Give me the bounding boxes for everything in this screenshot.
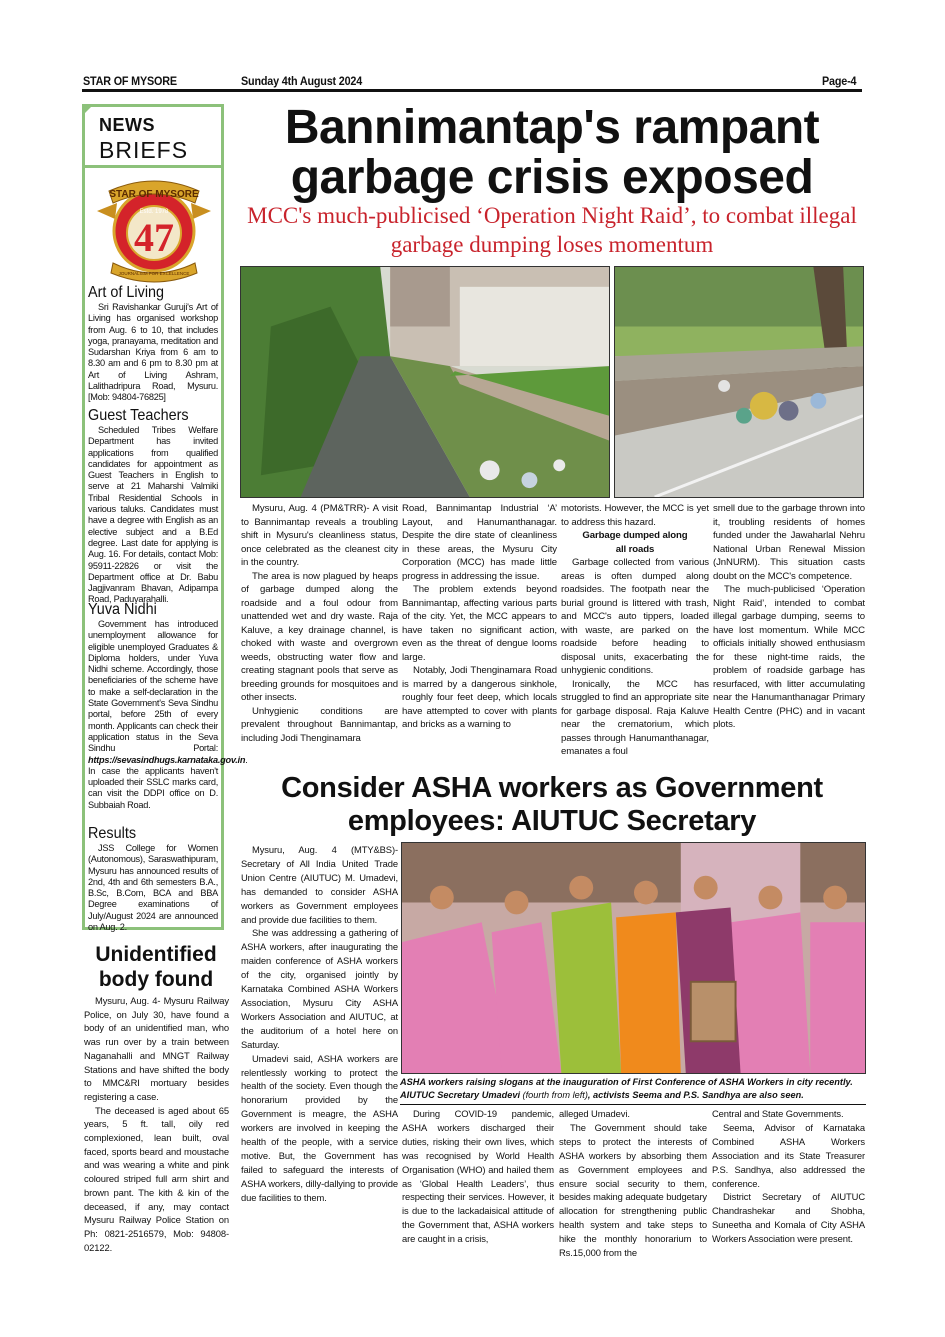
garbage-subheadline: MCC's much-publicised ‘Operation Night Raid’, to combat illegal garbage dumping loses momentum xyxy=(247,203,857,257)
brief-body: Scheduled Tribes Welfare Department has invited applications from qualified candidates for appointment as Guest Teachers in English to serve at 21 Maharshi Valmiki Tribal Residential Schools in various taluks. Candidates must have a degree with English as an elective subject and a B.Ed degree. Last date for applying is Aug. 16. For details, contact Mob: 95911-22826 or visit the Department office at Dr. Babu Jagjivanram Bhavan, Adipampa Road, Paduvarahalli. xyxy=(88,425,218,605)
news-label: NEWS xyxy=(99,115,155,135)
paragraph: Road, Bannimantap Industrial ‘A’ Layout, and Hanumanthanagar. Despite the dire state of cleanliness in these areas, the Mysuru City Corporation (MCC) has made little progress in addressing the issue. xyxy=(402,503,557,582)
paragraph: motorists. However, the MCC is yet to address this hazard. xyxy=(561,503,709,528)
paragraph: The Government should take steps to protect the interests of ASHA workers by absorbing them as Government employees and ensure social security to them, besides making adequate budgetary allocation for strengthening public health system and take steps to hike the monthly honorarium to Rs.15,000 from the xyxy=(559,1121,707,1259)
brief-art-of-living xyxy=(88,284,218,404)
garbage-headline: Bannimantap's rampant garbage crisis exposed xyxy=(284,101,820,204)
asha-photo-caption xyxy=(400,1076,866,1105)
news-briefs-header xyxy=(85,107,221,168)
seva-sindhu-link[interactable]: https://sevasindhugs.karnataka.gov.in xyxy=(88,754,246,765)
brief-body-text: . In case the applicants haven't uploaded their SSLC marks card, can visit the DDPI office on D. Subbaiah Road. xyxy=(88,754,248,810)
brief-body xyxy=(88,619,248,811)
paragraph: Mysuru, Aug. 4 (PM&TRR)- A visit to Bannimantap reveals a troubling shift in Mysuru's cleanliness status, once celebrated as the cleanest city in the country. xyxy=(241,503,398,568)
paragraph: The much-publicised ‘Operation Night Raid’, intended to combat illegal garbage dumping, seems to have lost momentum. While MCC officials initially showed enthusiasm for these night-time raids, the problem of roadside garbage has resurfaced, with litter accumulating near the Hanumanthanagar Primary Health Centre (PHC) and in vacant plots. xyxy=(713,584,865,730)
garbage-column-4 xyxy=(713,502,865,732)
asha-column-2 xyxy=(402,1107,554,1246)
paragraph: Ironically, the MCC has struggled to find an appropriate site for garbage disposal. Raja Kaluve near the crematorium, which passes through Hanumanthanagar, emanates a foul xyxy=(561,678,709,757)
asha-workers-photo[interactable] xyxy=(401,842,866,1074)
logo-banner-text: STAR OF MYSORE xyxy=(109,189,199,200)
logo-number: 47 xyxy=(134,215,174,260)
paragraph: Unhygienic conditions are prevalent throughout Bannimantap, including Jodi Thenginamara xyxy=(241,705,398,744)
paragraph: Central and State Governments. xyxy=(712,1108,844,1119)
brief-body: Sri Ravishankar Guruji's Art of Living has organised workshop from Aug. 6 to 10, that includes yoga, pranayama, meditation and Sudarshan Kriya from 6 am to 8.30 am and 6 pm to 8.30 pm at Art of Living Ashram, Lalithadripura Road, Mysuru. [Mob: 94804-76825] xyxy=(88,302,218,403)
garbage-column-2 xyxy=(402,502,557,732)
paragraph: The deceased is aged about 65 years, 5 ft. tall, oily red complexioned, lean built, oval faced, sports beard and moustache and was wearing a white and pink coloured striped full arm shirt and brown pant. The kith & kin of the deceased, if any, may contact Mysuru Railway Police Station on Ph: 0821-2516579, Mob: 94808-02122. xyxy=(84,1104,229,1253)
paragraph: Mysuru, Aug. 4 (MTY&BS)- Secretary of All India United Trade Union Centre (AIUTUC) M. Umadevi, has demanded to consider ASHA workers as Government employees and provide due facilities to them. xyxy=(241,844,398,925)
asha-column-3 xyxy=(559,1107,707,1260)
paragraph: alleged Umadevi. xyxy=(559,1108,630,1119)
paragraph: Seema, Advisor of Karnataka Combined ASHA Workers Association and its State Treasurer P.S. Sandhya, also addressed the conference. xyxy=(712,1121,865,1189)
brief-body-text: Government has introduced unemployment allowance for eligible unemployed Graduates & Diploma holders, under Yuva Nidhi scheme. Accordingly, those beneficiaries of the scheme have to make a self-declaration in the State Government's Seva Sindhu portal, before 25th of every month. Applicants can check their application status in the Seva Sindhu Portal: xyxy=(88,619,218,754)
ribbon-left-icon xyxy=(97,203,117,219)
corner-tab-icon xyxy=(82,104,94,116)
logo-estd-text: Estd. 1978 xyxy=(139,209,169,215)
paragraph: Notably, Jodi Thenginamara Road is marred by a dangerous sinkhole, roughly four feet deep, which locals have attempted to cover with plants and bricks as a warning to xyxy=(402,665,557,730)
caption-note: (fourth from left) xyxy=(522,1090,588,1100)
orange-saree xyxy=(616,912,681,1073)
green-saree xyxy=(551,902,621,1073)
body-found-headline: Unidentified body found xyxy=(95,943,217,991)
paragraph: smell due to the garbage thrown into it, troubling residents of homes funded under the Jawaharlal Nehru National Urban Renewal Mission (JnNURM). This situation casts doubt on the MCC's competence. xyxy=(713,503,865,582)
brief-title: Guest Teachers xyxy=(88,407,189,424)
brief-guest-teachers xyxy=(88,407,218,606)
body-found-text xyxy=(84,994,229,1254)
paragraph: Garbage collected from various areas is often dumped along roadsides. The footpath near the burial ground is littered with trash, and MCC's auto tippers, loaded with waste, are parked on the roadside before heading to disposal units, exacerbating the unhygienic conditions. xyxy=(561,557,709,676)
issue-date: Sunday 4th August 2024 xyxy=(241,74,363,88)
garbage-column-1 xyxy=(241,502,398,745)
asha-column-1 xyxy=(241,843,398,1205)
brief-results xyxy=(88,825,218,933)
paragraph: During COVID-19 pandemic, ASHA workers discharged their duties, risking their own lives, which was recognised by World Health Organisation (WHO) and hailed them as ‘Global Health Leaders’, thus respecting their services. However, it is due to the lackadaisical attitude of the Government that, ASHA workers are caught in a crisis, xyxy=(402,1108,554,1245)
caption-text: , activists Seema and P.S. Sandhya are also seen. xyxy=(587,1090,804,1100)
asha-headline: Consider ASHA workers as Government employees: AIUTUC Secretary xyxy=(281,772,823,837)
paper-name: STAR OF MYSORE xyxy=(83,74,177,88)
paragraph: District Secretary of AIUTUC Chandrashekar and Shobha, Suneetha and Komala of City ASHA Workers Association were present. xyxy=(712,1191,865,1245)
logo-motto: JOURNALISM FOR EXCELLENCE xyxy=(118,271,190,276)
garbage-subhead: Garbage dumped along all roads xyxy=(582,530,688,555)
ribbon-right-icon xyxy=(191,203,211,219)
asha-column-4 xyxy=(712,1107,865,1246)
star-of-mysore-47-logo xyxy=(95,173,213,283)
garbage-column-3 xyxy=(561,502,709,759)
masthead-rule xyxy=(82,89,862,92)
brief-title: Yuva Nidhi xyxy=(88,601,157,618)
paragraph: The area is now plagued by heaps of garbage dumped along the roadside and a foul odour from unattended wet and dry waste. Raja Kaluve, a key drainage channel, is choked with waste and overgrown weeds, obstructing water flow and creating stagnant pools that serve as breeding grounds for mosquitoes and other insects. xyxy=(241,570,398,703)
briefs-label: BRIEFS xyxy=(99,137,189,163)
brief-yuva-nidhi xyxy=(88,601,248,811)
brief-title: Results xyxy=(88,825,137,842)
brief-body: JSS College for Women (Autonomous), Saraswathipuram, Mysuru has announced results of 2nd, 4th and 6th semesters B.A., B.Sc, B.Com, BCA and BBA Degree examinations of July/August 2024 are announced on Aug. 2. xyxy=(88,843,218,933)
paragraph: She was addressing a gathering of ASHA workers, after inaugurating the maiden conference of ASHA workers of the city, organised jointly by Karnataka Combined ASHA Workers Association, Mysuru City ASHA Workers Association and AIUTUC, at the auditorium of a hotel here on Saturday. xyxy=(241,927,398,1050)
caption-text: ASHA workers raising slogans at the inauguration of First Conference of ASHA Workers in city recently. AIUTUC Secretary Umadevi xyxy=(400,1077,853,1100)
drain-photo[interactable] xyxy=(240,266,610,498)
paragraph: Umadevi said, ASHA workers are relentlessly working to protect the health of the society. Even though the honorarium provided by the Government is meagre, the ASHA workers are involved in keeping the health of the people, with a service motive. But, the Government has failed to safeguard the interests of ASHA workers, dilly-dallying to provide due facilities to them. xyxy=(241,1052,398,1203)
paragraph: Mysuru, Aug. 4- Mysuru Railway Police, on July 30, have found a body of an unidentified man, who was run over by a train between Naganahalli and MNGT Railway Stations and have shifted the body to MMC&RI mortuary besides registering a case. xyxy=(84,995,229,1102)
brief-title: Art of Living xyxy=(88,284,165,301)
roadside-garbage-photo[interactable] xyxy=(614,266,864,498)
news-briefs-box xyxy=(82,104,248,933)
paragraph: The problem extends beyond Bannimantap, affecting various parts of the city. Yet, the MCC appears to have taken no significant action, even as the threat of dengue looms large. xyxy=(402,584,557,663)
portrait-frame xyxy=(691,982,736,1041)
page-number: Page-4 xyxy=(822,74,857,88)
